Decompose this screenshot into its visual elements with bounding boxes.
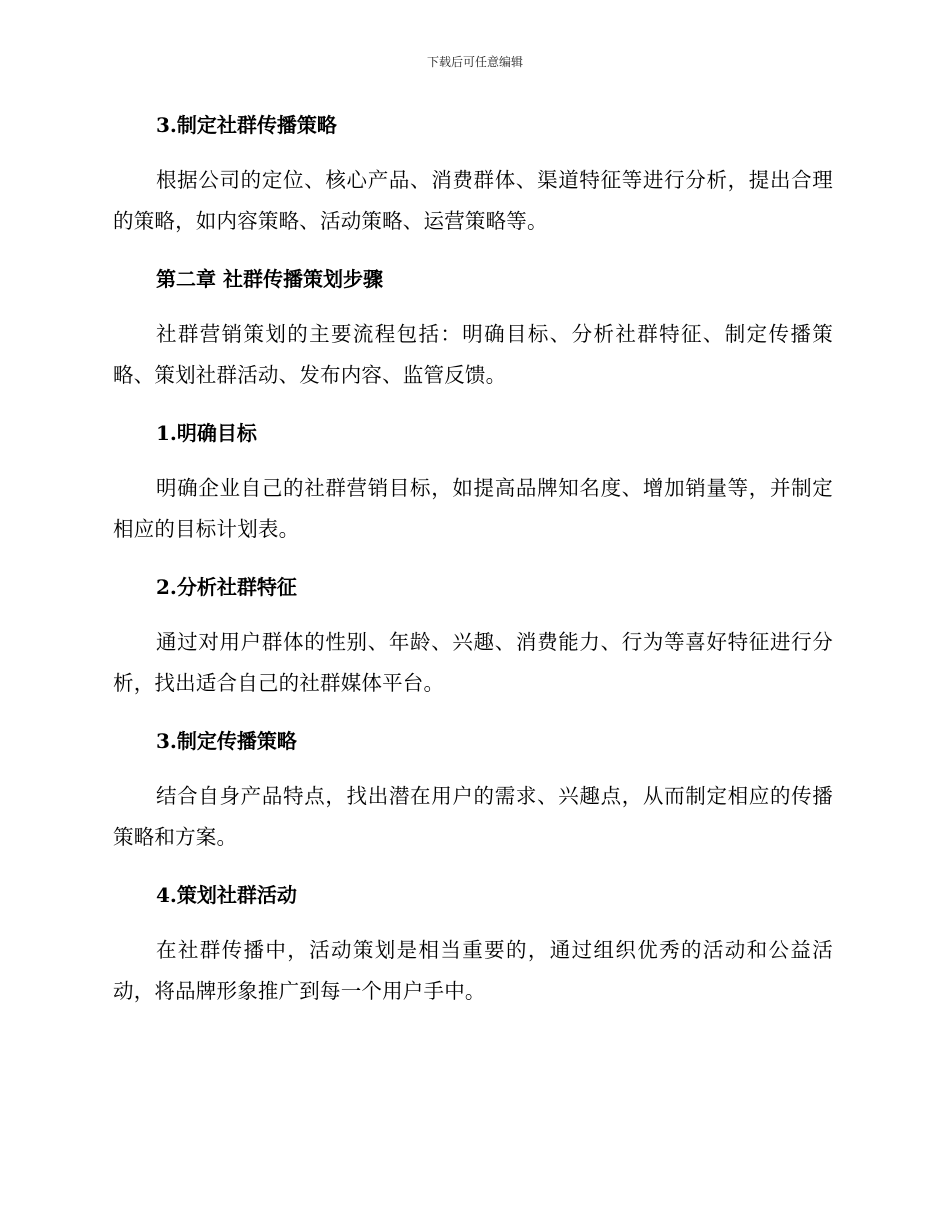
section-heading-analyze-community: 2.分析社群特征 — [156, 575, 297, 599]
paragraph-define-goals: 明确企业自己的社群营销目标，如提高品牌知名度、增加销量等，并制定相应的目标计划表。 — [113, 476, 833, 541]
paragraph-analyze-community: 通过对用户群体的性别、年龄、兴趣、消费能力、行为等喜好特征进行分析，找出适合自己的社群媒体平台。 — [113, 630, 833, 695]
section-heading-define-goals: 1.明确目标 — [156, 421, 257, 445]
paragraph-spread-strategy: 结合自身产品特点，找出潜在用户的需求、兴趣点，从而制定相应的传播策略和方案。 — [113, 784, 833, 849]
section-heading-social-strategy: 3.制定社群传播策略 — [156, 113, 337, 137]
section-heading-plan-activities: 4.策划社群活动 — [156, 883, 297, 907]
paragraph-strategy-analysis: 根据公司的定位、核心产品、消费群体、渠道特征等进行分析，提出合理的策略，如内容策略、活动策略、运营策略等。 — [113, 168, 833, 233]
paragraph-planning-flow: 社群营销策划的主要流程包括：明确目标、分析社群特征、制定传播策略、策划社群活动、发布内容、监管反馈。 — [113, 322, 833, 387]
section-heading-spread-strategy: 3.制定传播策略 — [156, 729, 297, 753]
paragraph-plan-activities: 在社群传播中，活动策划是相当重要的，通过组织优秀的活动和公益活动，将品牌形象推广到每一个用户手中。 — [113, 938, 833, 1003]
page-header: 下载后可任意编辑 — [426, 55, 523, 69]
chapter-heading-planning-steps: 第二章 社群传播策划步骤 — [156, 267, 383, 291]
document-body — [113, 108, 833, 1032]
